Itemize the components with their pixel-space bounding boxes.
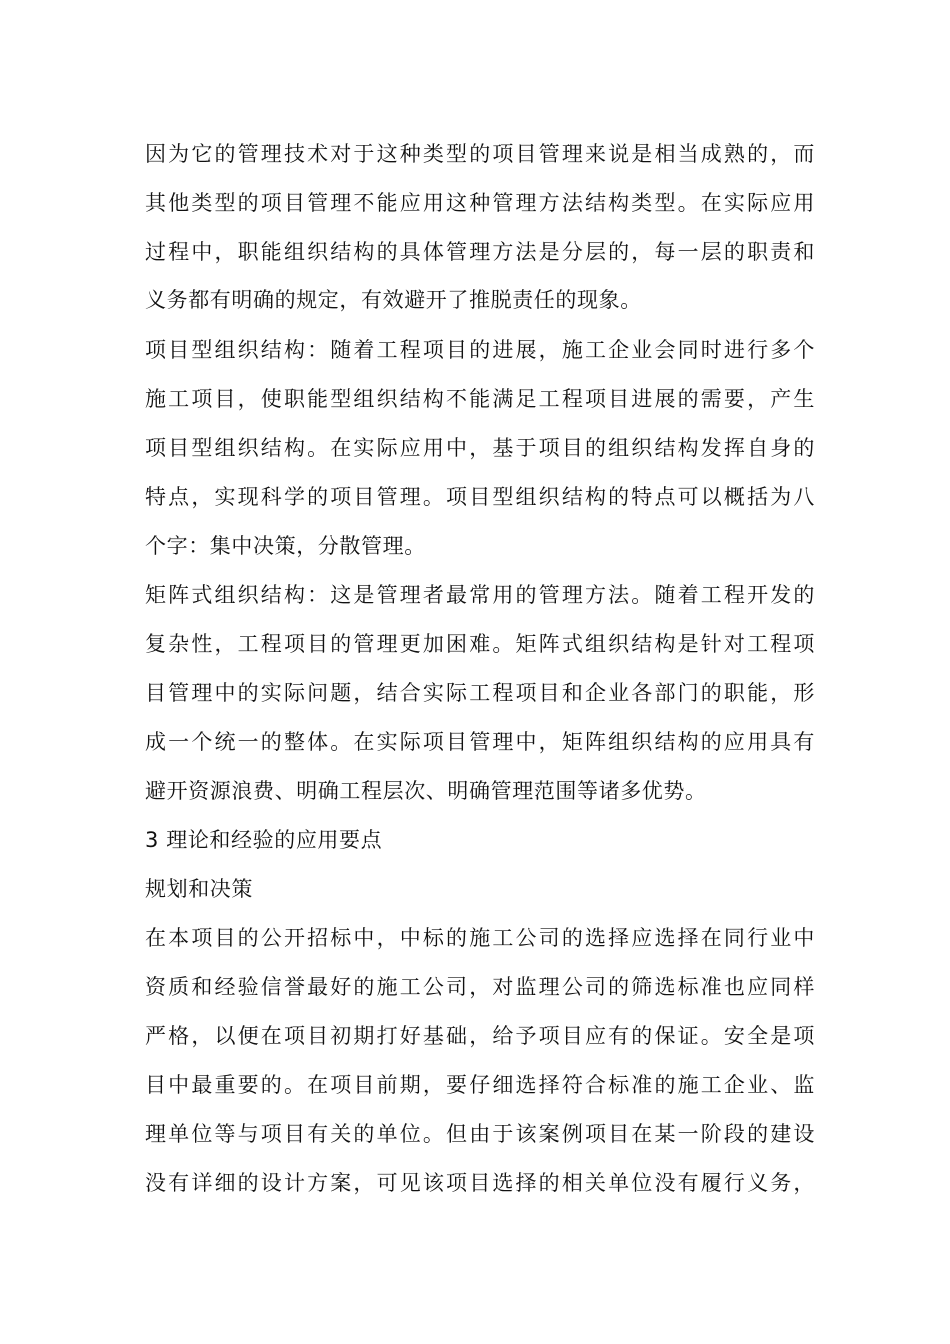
text-line: 严格，以便在项目初期打好基础，给予项目应有的保证。安全是项: [145, 1024, 815, 1048]
text-line: 个字：集中决策，分散管理。: [145, 534, 426, 558]
text-line: 其他类型的项目管理不能应用这种管理方法结构类型。在实际应用: [145, 191, 815, 215]
text-line: 在本项目的公开招标中，中标的施工公司的选择应选择在同行业中: [145, 926, 815, 950]
text-line: 资质和经验信誉最好的施工公司，对监理公司的筛选标准也应同样: [145, 975, 815, 999]
text-line: 复杂性，工程项目的管理更加困难。矩阵式组织结构是针对工程项: [145, 632, 815, 656]
text-line: 目管理中的实际问题，结合实际工程项目和企业各部门的职能，形: [145, 681, 815, 705]
text-line: 特点，实现科学的项目管理。项目型组织结构的特点可以概括为八: [145, 485, 815, 509]
section-heading: 3 理论和经验的应用要点: [145, 828, 383, 852]
text-line: 成一个统一的整体。在实际项目管理中，矩阵组织结构的应用具有: [145, 730, 815, 754]
text-line: 理单位等与项目有关的单位。但由于该案例项目在某一阶段的建设: [145, 1122, 815, 1146]
subsection-heading: 规划和决策: [145, 877, 253, 901]
text-line: 项目型组织结构。在实际应用中，基于项目的组织结构发挥自身的: [145, 436, 815, 460]
text-line: 过程中，职能组织结构的具体管理方法是分层的，每一层的职责和: [145, 240, 815, 264]
text-line: 没有详细的设计方案，可见该项目选择的相关单位没有履行义务，: [145, 1171, 815, 1195]
text-line: 义务都有明确的规定，有效避开了推脱责任的现象。: [145, 288, 642, 312]
text-line: 目中最重要的。在项目前期，要仔细选择符合标准的施工企业、监: [145, 1073, 815, 1097]
text-line: 因为它的管理技术对于这种类型的项目管理来说是相当成熟的，而: [145, 142, 815, 166]
text-line: 项目型组织结构：随着工程项目的进展，施工企业会同时进行多个: [145, 338, 815, 362]
text-line: 避开资源浪费、明确工程层次、明确管理范围等诸多优势。: [145, 779, 707, 803]
text-line: 施工项目，使职能型组织结构不能满足工程项目进展的需要，产生: [145, 387, 815, 411]
text-line: 矩阵式组织结构：这是管理者最常用的管理方法。随着工程开发的: [145, 583, 815, 607]
